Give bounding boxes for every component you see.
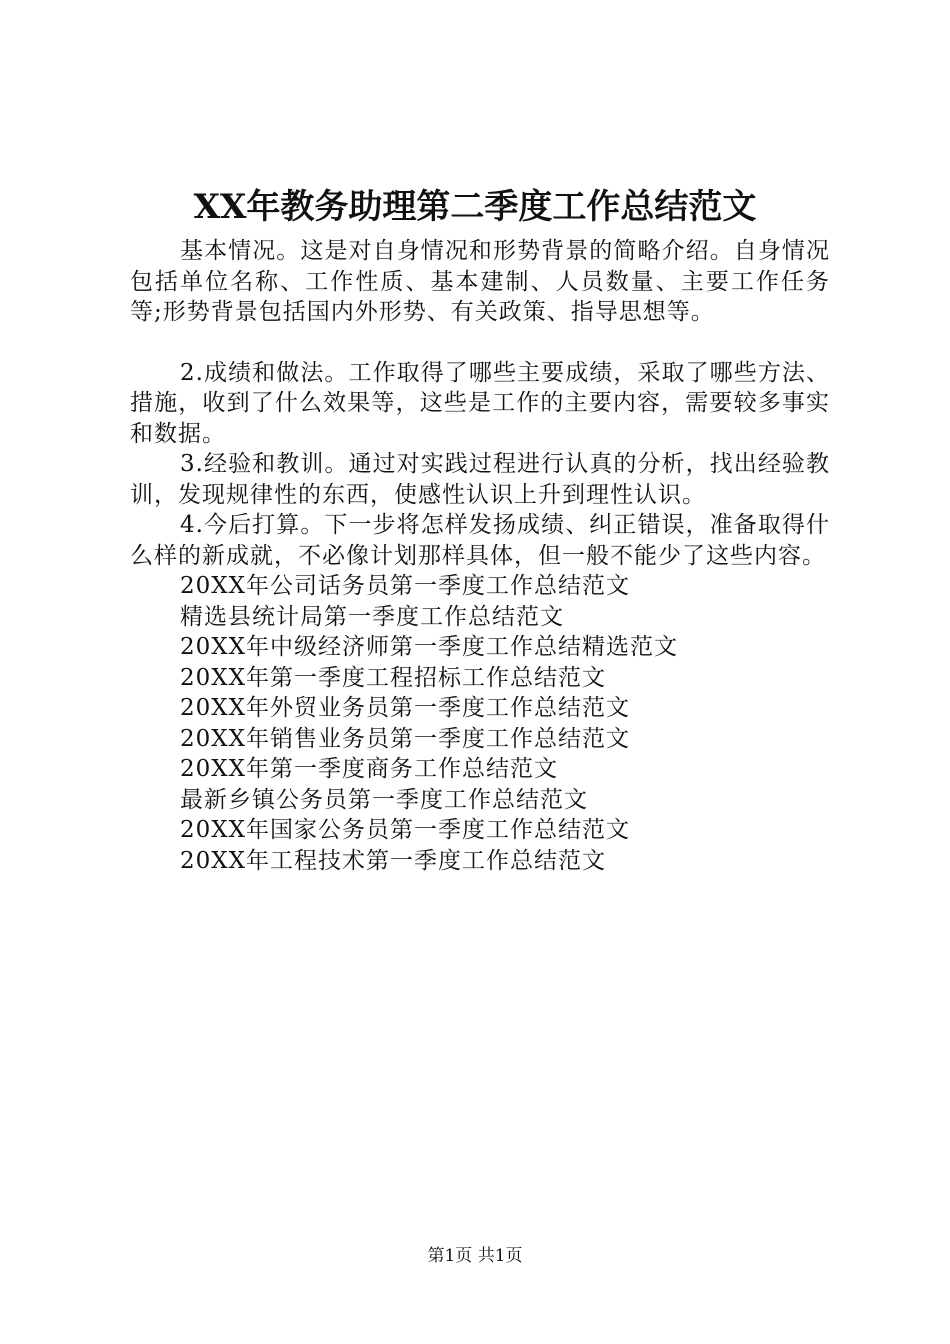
paragraph-basic-situation: 基本情况。这是对自身情况和形势背景的简略介绍。自身情况包括单位名称、工作性质、基本建制、人员数量、主要工作任务等;形势背景包括国内外形势、有关政策、指导思想等。	[130, 238, 830, 325]
paragraph-gap	[130, 328, 830, 358]
related-article-link[interactable]: 20XX年公司话务员第一季度工作总结范文	[180, 573, 631, 599]
paragraph-lessons: 3.经验和教训。通过对实践过程进行认真的分析，找出经验教训，发现规律性的东西，使感性认识上升到理性认识。	[130, 451, 830, 508]
document-body	[130, 236, 830, 876]
related-articles-list	[130, 571, 830, 876]
related-article-link[interactable]: 最新乡镇公务员第一季度工作总结范文	[180, 786, 588, 813]
related-article-link[interactable]: 20XX年销售业务员第一季度工作总结范文	[180, 725, 631, 752]
related-article-link[interactable]: 20XX年工程技术第一季度工作总结范文	[180, 847, 607, 874]
related-article-link[interactable]: 20XX年第一季度商务工作总结范文	[180, 756, 559, 782]
paragraph-future-plans: 4.今后打算。下一步将怎样发扬成绩、纠正错误，准备取得什么样的新成就，不必像计划那样具体，但一般不能少了这些内容。	[130, 512, 830, 569]
related-article-link[interactable]: 20XX年中级经济师第一季度工作总结精选范文	[180, 634, 679, 660]
document-title: XX年教务助理第二季度工作总结范文	[193, 187, 757, 227]
related-article-link[interactable]: 20XX年第一季度工程招标工作总结范文	[180, 664, 607, 691]
related-article-link[interactable]: 20XX年国家公务员第一季度工作总结范文	[180, 817, 631, 843]
related-article-link[interactable]: 精选县统计局第一季度工作总结范文	[180, 603, 564, 630]
page-footer: 第1页 共1页	[427, 1246, 523, 1266]
paragraph-achievements: 2.成绩和做法。工作取得了哪些主要成绩，采取了哪些方法、措施，收到了什么效果等，这些是工作的主要内容，需要较多事实和数据。	[130, 359, 830, 447]
related-article-link[interactable]: 20XX年外贸业务员第一季度工作总结范文	[180, 695, 631, 721]
